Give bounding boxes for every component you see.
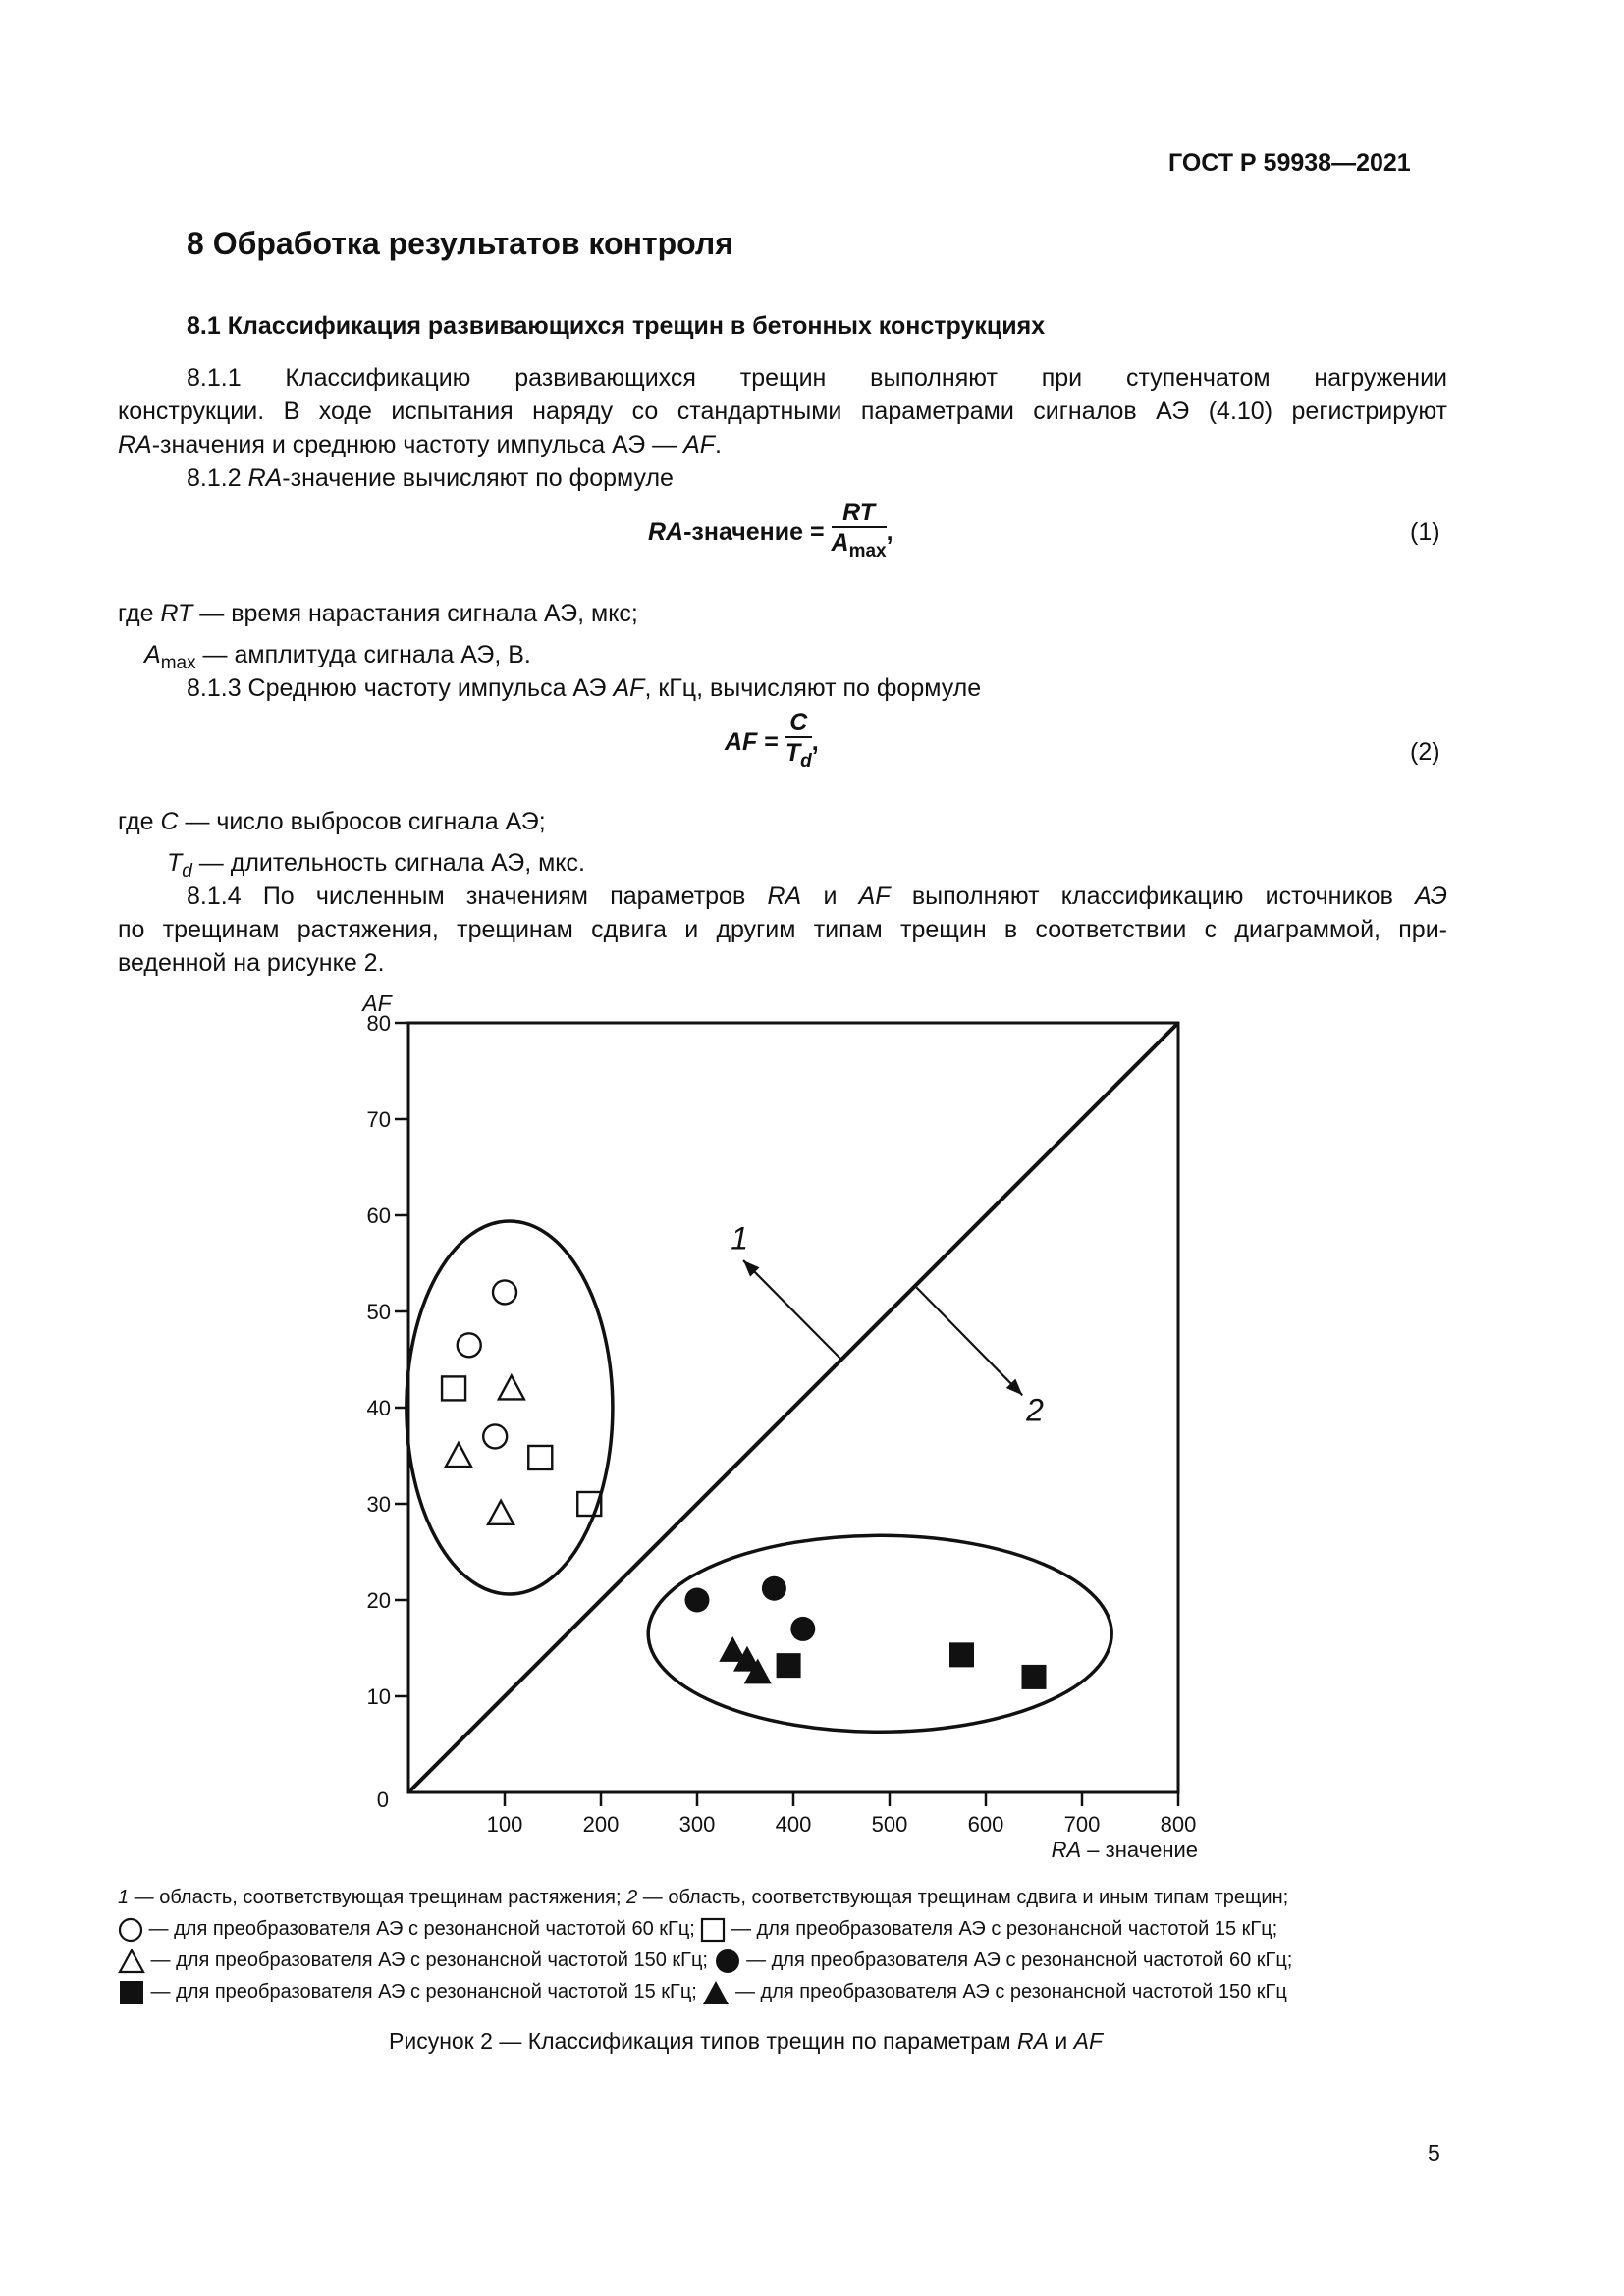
filled-circle-icon — [714, 1948, 741, 1975]
filled-square-15kHz-marker — [1022, 1665, 1047, 1689]
y-tick-label: 40 — [366, 1396, 391, 1420]
open-circle-60kHz-marker — [458, 1333, 481, 1357]
document-header: ГОСТ Р 59938—2021 — [1168, 149, 1411, 177]
p811-line3: RA-значения и среднюю частоту импульса АЭ — AF. — [118, 431, 722, 458]
p814-line1: 8.1.4 По численным значениям параметров RA и AF выполняют классификацию источников АЭ — [187, 882, 1447, 910]
y-tick-label: 30 — [366, 1492, 391, 1517]
region2-arrow — [916, 1288, 1022, 1396]
equation-number-2: (2) — [1410, 738, 1440, 766]
filled-circle-60kHz-marker — [762, 1576, 786, 1601]
p814-line3: веденной на рисунке 2. — [118, 949, 385, 977]
open-circle-60kHz-marker — [493, 1280, 516, 1304]
filled-square-15kHz-marker — [777, 1653, 801, 1678]
subsection-title: 8.1 Классификация развивающихся трещин в бетонных конструкциях — [187, 312, 1046, 340]
x-tick-label: 200 — [582, 1812, 620, 1837]
x-tick-label: 100 — [486, 1812, 523, 1837]
where2-line1: где C — число выбросов сигнала АЭ; — [118, 808, 546, 835]
open-triangle-150kHz-marker — [499, 1375, 524, 1399]
x-tick-label: 300 — [678, 1812, 716, 1837]
x-axis-label: RA – значение — [1051, 1838, 1198, 1862]
y-tick-label: 50 — [366, 1300, 391, 1324]
open-triangle-icon — [118, 1949, 145, 1974]
where2-line2: $T_d$ — длительность сигнала АЭ, мкс. — [167, 849, 585, 881]
filled-triangle-icon — [702, 1980, 730, 2005]
x-tick-label: 700 — [1063, 1812, 1101, 1837]
open-triangle-150kHz-marker — [488, 1501, 514, 1524]
p811-line1: 8.1.1 Классификацию развивающихся трещин выполняют при ступенчатом нагружении — [187, 364, 1447, 392]
filled-square-icon — [118, 1980, 145, 2005]
x-tick-label: 500 — [871, 1812, 908, 1837]
af-symbol: AF — [683, 431, 716, 458]
y-tick-label: 60 — [366, 1203, 391, 1228]
x-tick-label: 800 — [1160, 1812, 1197, 1837]
filled-circle-60kHz-marker — [790, 1617, 815, 1641]
open-square-15kHz-marker — [442, 1376, 465, 1400]
origin-label: 0 — [376, 1788, 389, 1812]
legend-line2: — для преобразователя АЭ с резонансной частотой 60 кГц; — для преобразователя АЭ с резонансной частотой 15 кГц; — [118, 1914, 1277, 1945]
region1-label: 1 — [731, 1220, 749, 1256]
open-circle-icon — [118, 1917, 143, 1943]
open-triangle-150kHz-marker — [446, 1443, 471, 1467]
figure-caption: Рисунок 2 — Классификация типов трещин по параметрам RA и AF — [389, 2028, 1103, 2054]
where1-line2: $A_{max}$ — амплитуда сигнала АЭ, В. — [144, 641, 531, 673]
open-circle-60kHz-marker — [483, 1424, 507, 1448]
ra-symbol: RA — [118, 431, 152, 458]
p813: 8.1.3 Среднюю частоту импульса АЭ AF, кГц, вычисляют по формуле — [187, 674, 982, 702]
filled-square-15kHz-marker — [949, 1642, 974, 1667]
where1-line1: где RT — время нарастания сигнала АЭ, мкс; — [118, 600, 638, 627]
x-tick-label: 400 — [775, 1812, 812, 1837]
p812: 8.1.2 RA-значение вычисляют по формуле — [187, 464, 674, 492]
filled-circle-60kHz-marker — [685, 1588, 710, 1613]
formula-1: RA-значение = $\frac{RT}{A_{max}}$ , — [648, 499, 893, 561]
tension-cluster-ellipse — [406, 1221, 613, 1594]
page-number: 5 — [1428, 2140, 1440, 2165]
p814-line2: по трещинам растяжения, трещинам сдвига и другим типам трещин в соответствии с диаграммой, при- — [118, 916, 1447, 943]
p811-line2: конструкции. В ходе испытания наряду со стандартными параметрами сигналов АЭ (4.10) регистрируют — [118, 398, 1447, 425]
y-tick-label: 20 — [366, 1588, 391, 1613]
legend-line4: — для преобразователя АЭ с резонансной частотой 15 кГц; — для преобразователя АЭ с резонансной частотой 150 кГц — [118, 1977, 1287, 2007]
legend-line3: — для преобразователя АЭ с резонансной частотой 150 кГц; — для преобразователя АЭ с резонансной частотой 60 кГц; — [118, 1946, 1292, 1976]
formula-2: AF = $\frac{C}{T_d}$ , — [725, 709, 819, 772]
region1-arrow — [743, 1260, 841, 1360]
open-square-icon — [700, 1917, 726, 1943]
y-tick-label: 80 — [366, 1011, 391, 1036]
y-tick-label: 10 — [366, 1684, 391, 1709]
region2-label: 2 — [1026, 1392, 1044, 1428]
open-square-15kHz-marker — [528, 1446, 552, 1469]
y-tick-label: 70 — [366, 1107, 391, 1132]
y-axis-label: AF — [362, 990, 392, 1016]
classification-chart — [334, 982, 1237, 1885]
legend-line1: 1 — область, соответствующая трещинам растяжения; 2 — область, соответствующая трещинам сдвига и иным типам трещин; — [118, 1887, 1289, 1908]
section-title: 8 Обработка результатов контроля — [187, 226, 733, 261]
shear-cluster-ellipse — [648, 1535, 1111, 1732]
x-tick-label: 600 — [967, 1812, 1004, 1837]
equation-number-1: (1) — [1410, 518, 1440, 546]
